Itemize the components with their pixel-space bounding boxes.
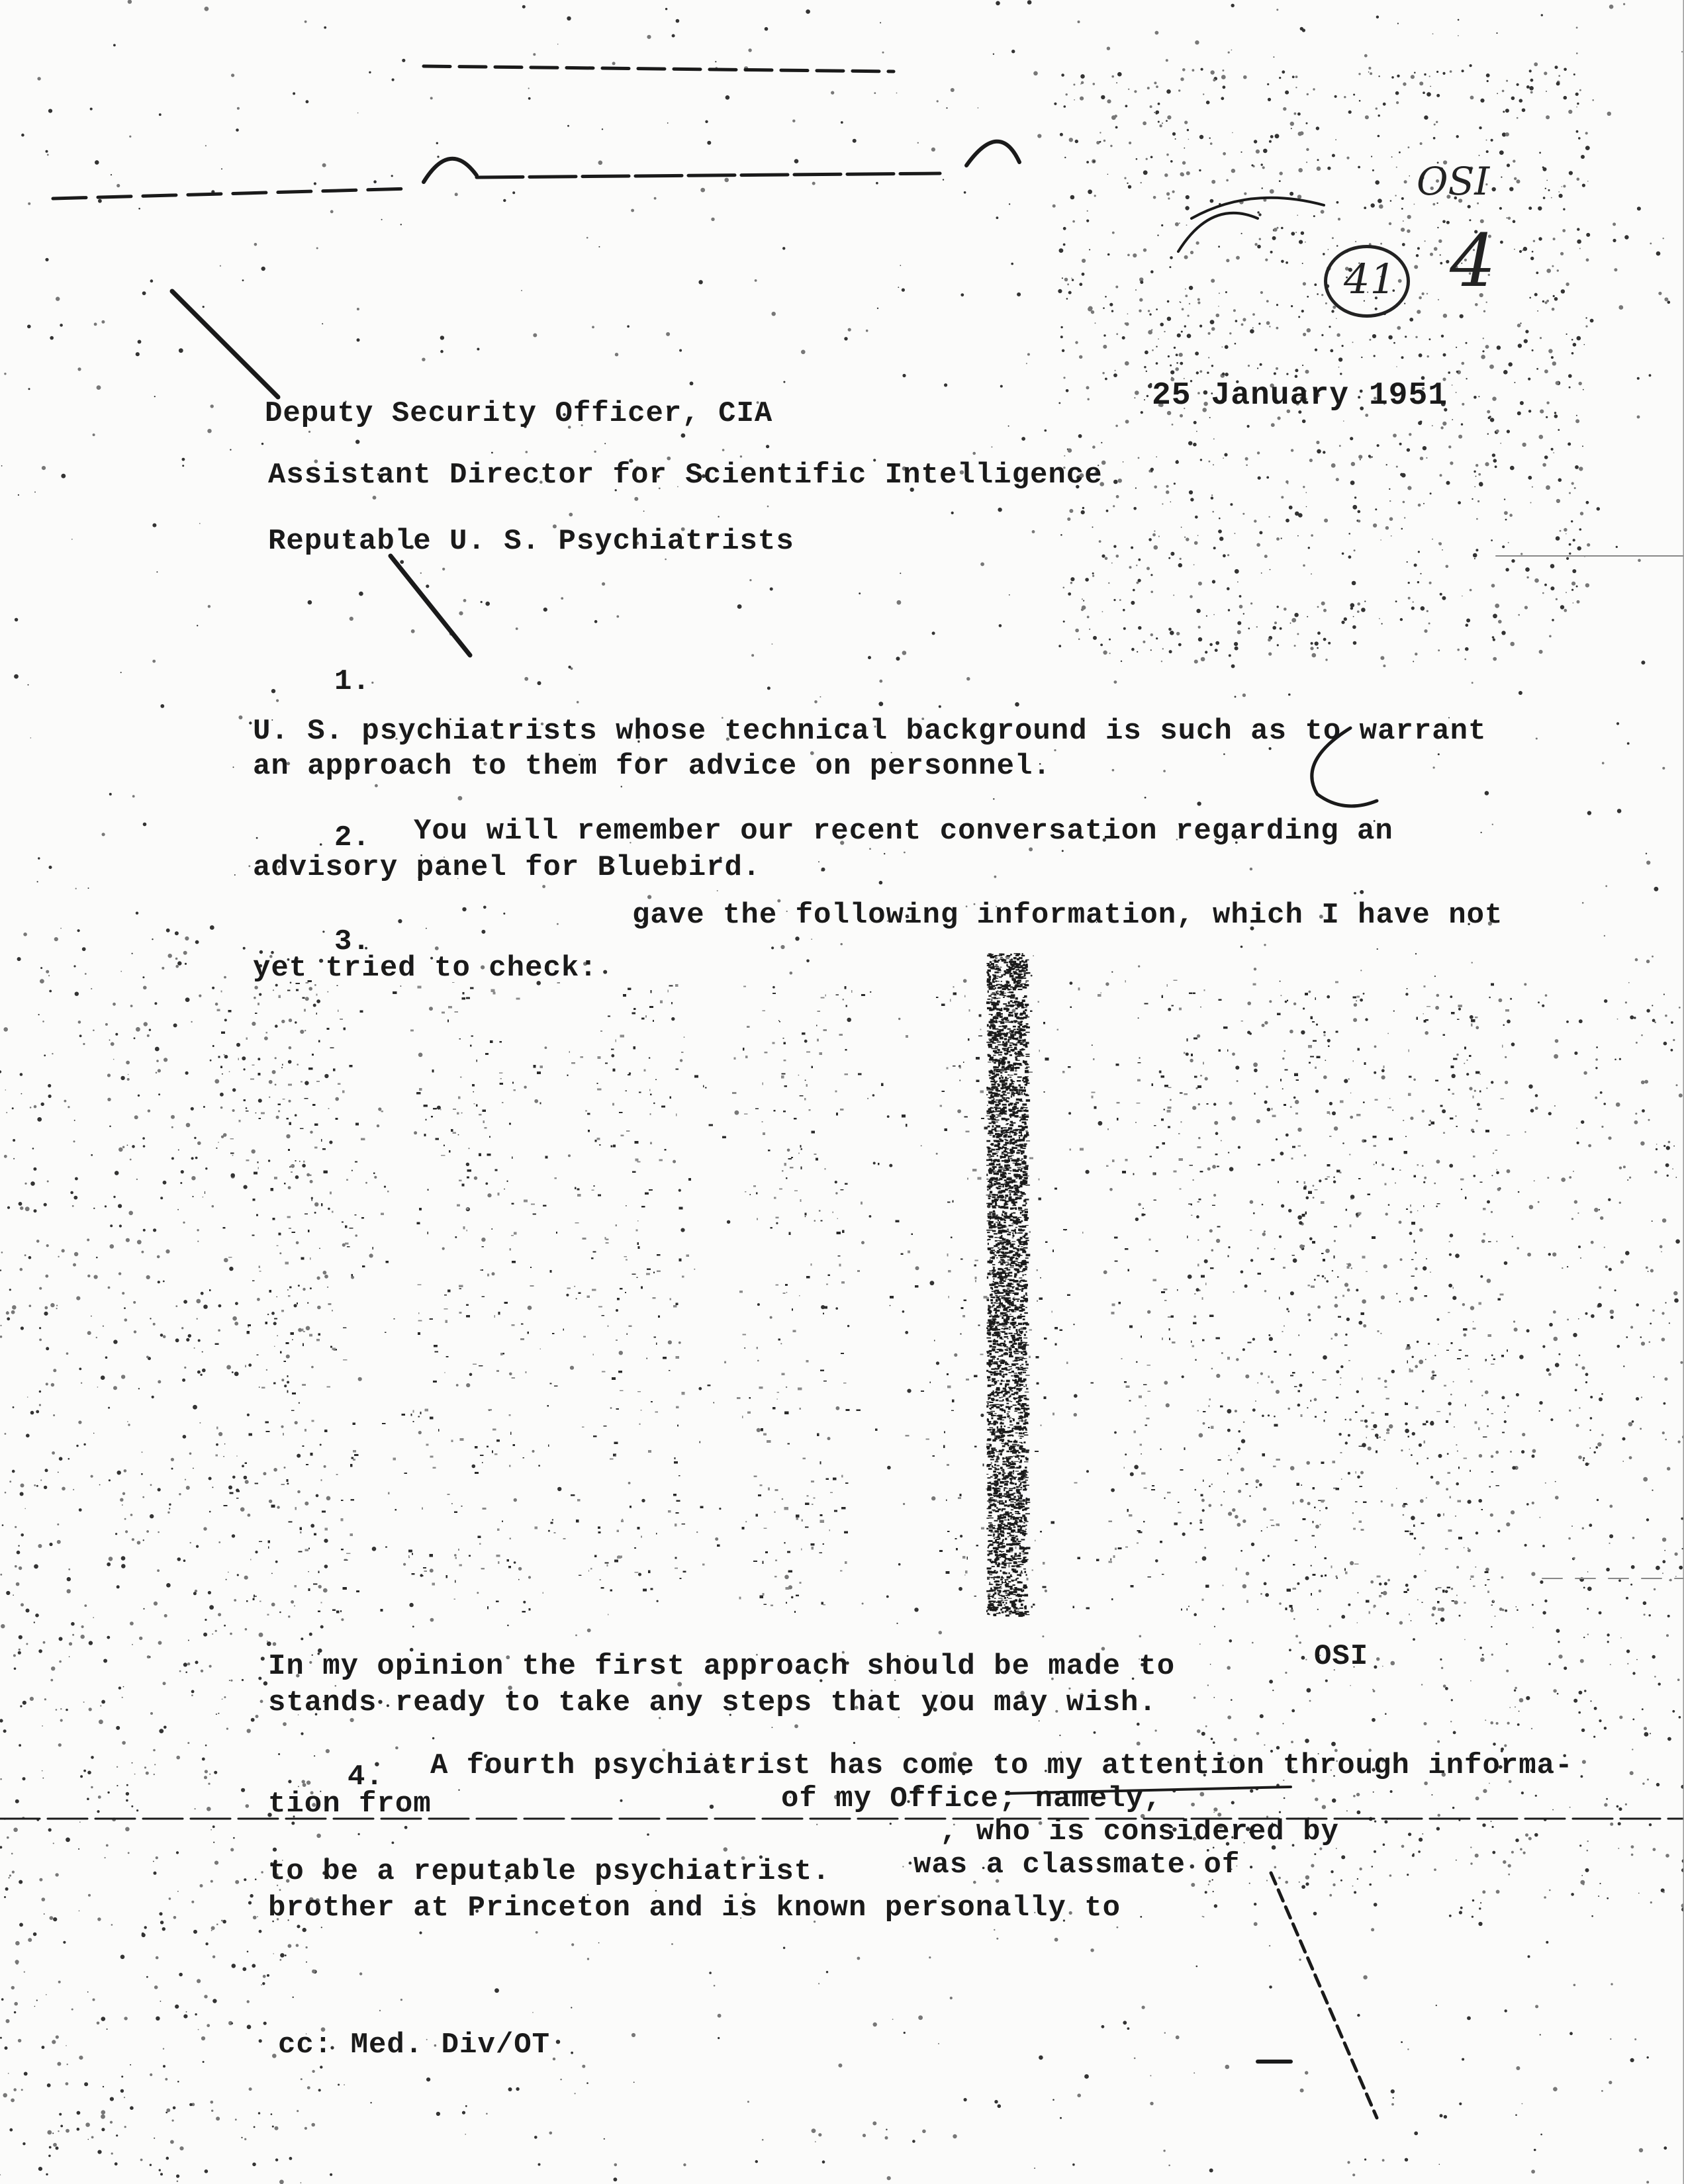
circled-number-text: 41 bbox=[1344, 255, 1396, 303]
paragraph-4-line-4b: was a classmate of bbox=[913, 1846, 1240, 1884]
memo-from: Assistant Director for Scientific Intelligence bbox=[268, 457, 1103, 494]
paragraph-4-number: 4. bbox=[348, 1758, 384, 1796]
memo-date: 25 January 1951 bbox=[1152, 377, 1448, 414]
opinion-osi: OSI bbox=[1314, 1638, 1368, 1675]
memo-to: Deputy Security Officer, CIA bbox=[265, 395, 772, 432]
paragraph-4-line-2a: tion from bbox=[268, 1786, 432, 1823]
slash-mark-middle bbox=[391, 556, 470, 655]
paragraph-4-line-5: brother at Princeton and is known personally to bbox=[268, 1889, 1121, 1927]
handwritten-code: OSI bbox=[1417, 159, 1489, 204]
paragraph-4-line-2b: of my Office; namely, bbox=[781, 1780, 1162, 1817]
paragraph-4-line-3: , who is considered by bbox=[940, 1813, 1339, 1850]
paragraph-4-line-1: A fourth psychiatrist has come to my attention through informa- bbox=[430, 1747, 1573, 1784]
opinion-line-1: In my opinion the first approach should be made to bbox=[268, 1648, 1175, 1685]
paragraph-4-line-4a: to be a reputable psychiatrist. bbox=[268, 1853, 831, 1890]
page-mark: 4 bbox=[1450, 218, 1496, 303]
paragraph-3-number: 3. bbox=[334, 923, 371, 960]
paragraph-1-number: 1. bbox=[334, 663, 371, 700]
slash-mark-bottom bbox=[1271, 1873, 1377, 2118]
paragraph-1-line-2: an approach to them for advice on personnel. bbox=[253, 748, 1051, 785]
paragraph-2-line-1: You will remember our recent conversation regarding an bbox=[414, 813, 1393, 850]
paragraph-3-line-2: yet tried to check: bbox=[253, 950, 598, 987]
slash-mark-top bbox=[172, 291, 278, 397]
paragraph-1-line-1: U. S. psychiatrists whose technical background is such as to warrant bbox=[253, 713, 1487, 750]
opinion-line-2: stands ready to take any steps that you may wish. bbox=[268, 1684, 1157, 1721]
cc-line: cc: Med. Div/OT bbox=[278, 2026, 550, 2064]
paragraph-3-line-1: gave the following information, which I have not bbox=[632, 897, 1503, 934]
memo-subject: Reputable U. S. Psychiatrists bbox=[268, 523, 794, 560]
paragraph-2-number: 2. bbox=[334, 819, 371, 856]
paragraph-2-line-2: advisory panel for Bluebird. bbox=[253, 849, 761, 886]
